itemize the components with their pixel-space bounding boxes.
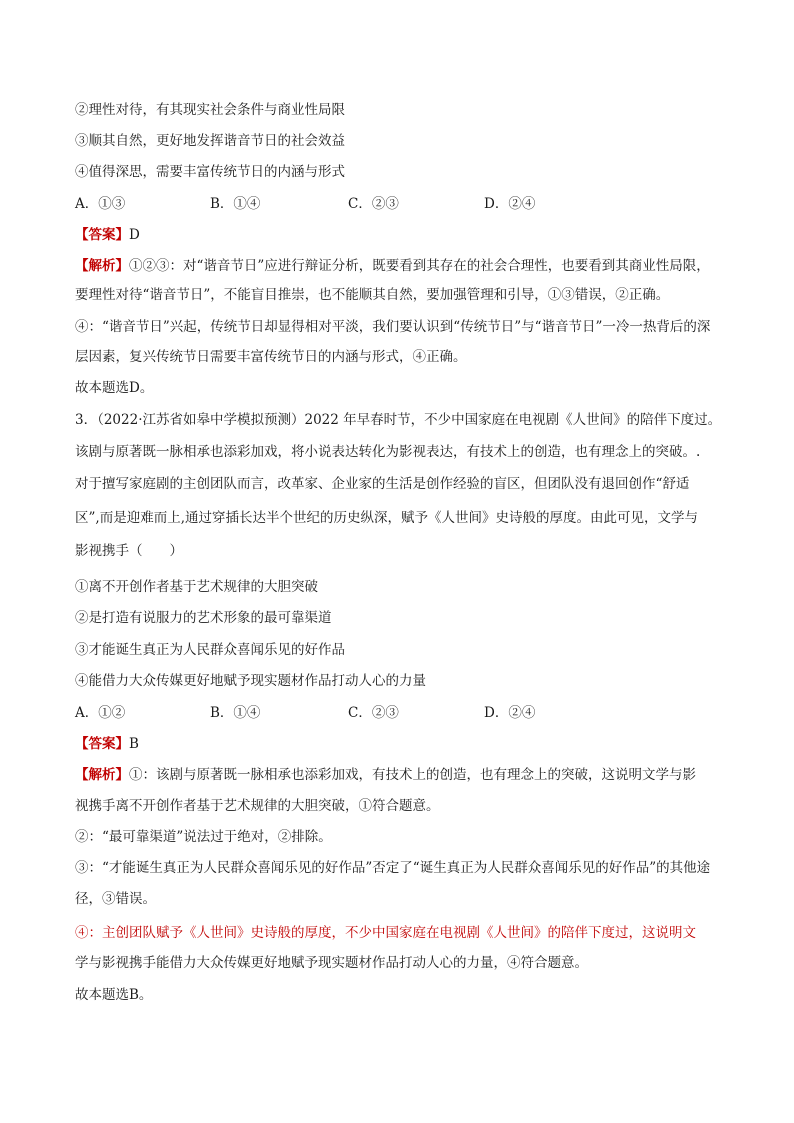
q3-stem-line-5: 影视携手（ ） — [75, 543, 183, 559]
q3-answer — [75, 734, 139, 754]
q3-analysis-line-5: 径，③错误。 — [75, 891, 156, 907]
q2-item-3: ③顺其自然，更好地发挥谐音节日的社会效益 — [75, 133, 345, 149]
q3-stem-line-2: 该剧与原著既一脉相承也添彩加戏，将小说表达转化为影视表达，有技术上的创造，也有理念上的突破。. — [75, 444, 701, 460]
q3-option-d: D．②④ — [484, 705, 536, 721]
answer-value: B — [129, 736, 139, 752]
q3-stem-line-1: 3．（2022·江苏省如皋中学模拟预测）2022 年早春时节，不少中国家庭在电视剧《人世间》的陪伴下度过。 — [75, 412, 722, 428]
q2-item-4: ④值得深思，需要丰富传统节日的内涵与形式 — [75, 164, 345, 180]
analysis-text: ①②③：对“谐音节日”应进行辩证分析，既要看到其存在的社会合理性，也要看到其商业性局限， — [129, 258, 710, 274]
q3-item-4: ④能借力大众传媒更好地赋予现实题材作品打动人心的力量 — [75, 673, 426, 689]
q3-option-c: C．②③ — [348, 705, 399, 721]
analysis-label: 【解析】 — [75, 767, 129, 783]
q3-item-3: ③才能诞生真正为人民群众喜闻乐见的好作品 — [75, 642, 345, 658]
q2-analysis-line-3: ④：“谐音节日”兴起，传统节日却显得相对平淡，我们要认识到“传统节日”与“谐音节日”一冷一热背后的深 — [75, 319, 711, 335]
answer-label: 【答案】 — [75, 736, 129, 752]
q2-answer — [75, 225, 140, 245]
q2-item-2: ②理性对待，有其现实社会条件与商业性局限 — [75, 102, 345, 118]
q2-analysis-line-1 — [75, 256, 710, 276]
q3-option-a: A．①② — [75, 705, 126, 721]
q3-analysis-line-4: ③：“才能诞生真正为人民群众喜闻乐见的好作品”否定了“诞生真正为人民群众喜闻乐见的好作品”的其他途 — [75, 860, 711, 876]
analysis-text: ①：该剧与原著既一脉相承也添彩加戏，有技术上的创造，也有理念上的突破，这说明文学与影 — [129, 767, 696, 783]
analysis-label: 【解析】 — [75, 258, 129, 274]
q3-analysis-line-1 — [75, 765, 696, 785]
answer-value: D — [129, 227, 140, 243]
q3-analysis-line-2: 视携手离不开创作者基于艺术规律的大胆突破，①符合题意。 — [75, 798, 440, 814]
q3-item-2: ②是打造有说服力的艺术形象的最可靠渠道 — [75, 610, 332, 626]
q2-analysis-line-2: 要理性对待“谐音节日”，不能盲目推崇，也不能顺其自然，要加强管理和引导，①③错误，②正确。 — [75, 287, 670, 303]
q3-option-b: B．①④ — [210, 705, 261, 721]
q3-analysis-line-8: 故本题选B。 — [75, 987, 153, 1003]
q3-item-1: ①离不开创作者基于艺术规律的大胆突破 — [75, 579, 318, 595]
q3-stem-line-4: 区”,而是迎难而上,通过穿插长达半个世纪的历史纵深，赋予《人世间》史诗般的厚度。由此可见，文学与 — [75, 510, 698, 526]
q2-option-a: A．①③ — [75, 196, 126, 212]
q2-option-d: D．②④ — [484, 196, 536, 212]
q2-option-c: C．②③ — [348, 196, 399, 212]
q3-analysis-line-6: ④：主创团队赋予《人世间》史诗般的厚度，不少中国家庭在电视剧《人世间》的陪伴下度过，这说明文 — [75, 925, 696, 941]
q2-analysis-line-4: 层因素，复兴传统节日需要丰富传统节日的内涵与形式，④正确。 — [75, 349, 467, 365]
q3-analysis-line-3: ②：“最可靠渠道”说法过于绝对，②排除。 — [75, 829, 332, 845]
q3-analysis-line-7: 学与影视携手能借力大众传媒更好地赋予现实题材作品打动人心的力量，④符合题意。 — [75, 955, 588, 971]
q2-analysis-line-5: 故本题选D。 — [75, 380, 154, 396]
q2-option-b: B．①④ — [210, 196, 261, 212]
answer-label: 【答案】 — [75, 227, 129, 243]
q3-stem-line-3: 对于擅写家庭剧的主创团队而言，改革家、企业家的生活是创作经验的盲区，但团队没有退回创作“舒适 — [75, 476, 690, 492]
